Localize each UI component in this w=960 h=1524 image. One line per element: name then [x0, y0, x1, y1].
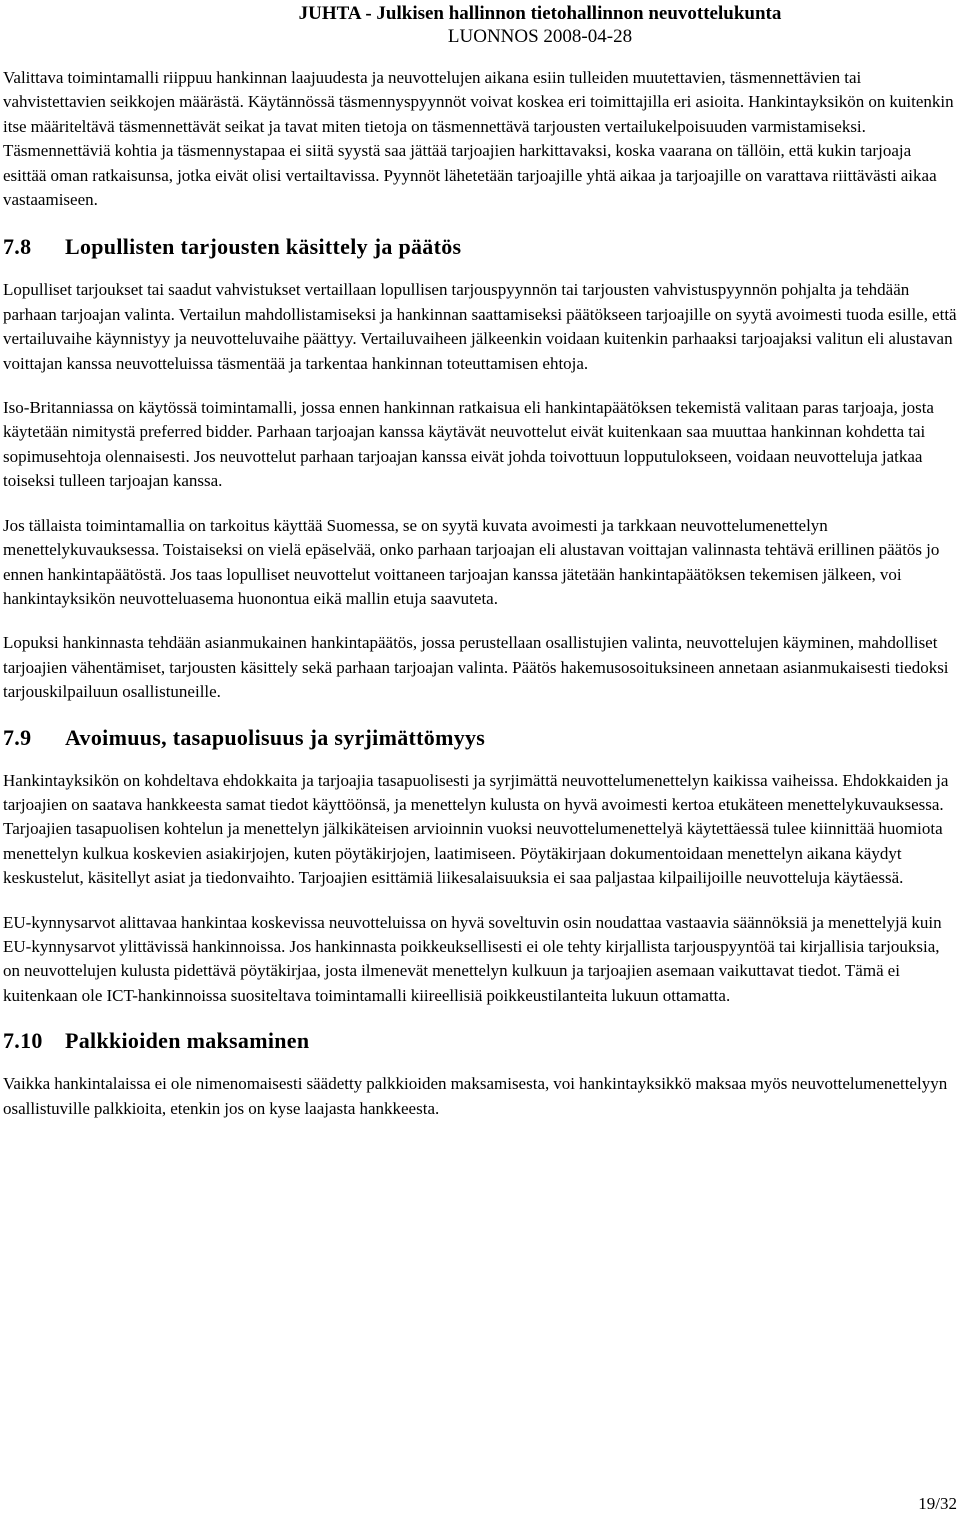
- paragraph: Jos tällaista toimintamallia on tarkoitus käyttää Suomessa, se on syytä kuvata avoimesti ja tarkkaan neuvottelumenettelyn menettelykuvauksessa. Toistaiseksi on vielä epäselvää, onko parhaan tarjoajan eli alustavan voittajan valinnasta tehtävä erillinen päätös jo ennen hankintapäätöstä. Jos taas lopulliset neuvottelut voittaneen tarjoajan kanssa jätetään hankintapäätöksen tekemisen jälkeen, voi hankintayksikön neuvotteluasema huonontua eikä mallin etuja saavuteta.: [3, 515, 940, 608]
- section-title: Avoimuus, tasapuolisuus ja syrjimättömyys: [65, 724, 486, 750]
- section-number: 7.9: [3, 724, 32, 750]
- paragraph-intro: Valittava toimintamalli riippuu hankinnan laajuudesta ja neuvottelujen aikana esiin tulleiden muutettavien, täsmennettävien tai vahvistettavien seikkojen määrästä. Käytännössä täsmennyspyynnöt voivat koskea eri toimittajilla eri asioita. Hankintayksikön on kuitenkin itse määriteltävä täsmennettävät seikat ja tavat miten tietoja on täsmennettävä tarjousten vertailukelpoisuuden varmistamiseksi. Täsmennettäviä kohtia ja täsmennystapaa ei siitä syystä saa jättää tarjoajien harkittavaksi, koska vaarana on tällöin, että kukin tarjoaja esittää oman ratkaisunsa, jotka eivät olisi vertailtavissa. Pyynnöt lähetetään tarjoajille yhtä aikaa ja tarjoajille on varattava riittävästi aikaa vastaamiseen.: [3, 68, 954, 210]
- section-number: 7.10: [3, 1028, 43, 1054]
- header-title: JUHTA - Julkisen hallinnon tietohallinnon neuvottelukunta: [298, 3, 782, 24]
- section-title: Lopullisten tarjousten käsittely ja päätös: [65, 234, 462, 260]
- section-heading-7-10: [3, 1028, 958, 1054]
- header-draft-date: LUONNOS 2008-04-28: [447, 26, 633, 47]
- section-heading-7-9: [3, 725, 958, 751]
- paragraph: Lopulliset tarjoukset tai saadut vahvistukset vertaillaan lopullisen tarjouspyynnön tai tarjousten vahvistuspyynnön pohjalta ja tehdään parhaan tarjoajan valinta. Vertailun mahdollistamiseksi ja hankinnan saattamiseksi päätökseen tarjoajille on syytä avoimesti tuoda esille, että vertailuvaihe käynnistyy ja neuvotteluvaihe päättyy. Vertailuvaiheen jälkeenkin voidaan kuitenkin parhaaksi tarjoajaksi valitun eli alustavan voittajan kanssa neuvotteluissa täsmentää ja tarkentaa hankinnan toteuttamisen ehtoja.: [3, 280, 957, 373]
- page-number: 19/32: [918, 1494, 957, 1513]
- section-title: Palkkioiden maksaminen: [65, 1028, 310, 1054]
- section-number: 7.8: [3, 234, 32, 260]
- paragraph: Vaikka hankintalaissa ei ole nimenomaisesti säädetty palkkioiden maksamisesta, voi hankintayksikkö maksaa myös neuvottelumenettelyyn osallistuville palkkioita, etenkin jos on kyse laajasta hankkeesta.: [3, 1074, 948, 1118]
- page-header: [0, 2, 960, 48]
- document-body: [3, 66, 958, 1141]
- paragraph: Lopuksi hankinnasta tehdään asianmukainen hankintapäätös, jossa perustellaan osallistujien valinta, neuvottelujen käyminen, mahdolliset tarjoajien vähentämiset, tarjousten käsittely sekä parhaan tarjoajan valinta. Päätös hakemusosoituksineen annetaan asianmukaisesti tiedoksi tarjouskilpailuun osallistuneille.: [3, 633, 949, 702]
- paragraph: EU-kynnysarvot alittavaa hankintaa koskevissa neuvotteluissa on hyvä soveltuvin osin noudattaa vastaavia säännöksiä ja menettelyjä kuin EU-kynnysarvot ylittävissä hankinnoissa. Jos hankinnasta poikkeuksellisesti ei ole tehty kirjallista tarjouspyyntöä tai kirjallisia tarjouksia, on neuvottelujen kulusta pidettävä pöytäkirjaa, josta ilmenevät menettelyn kulkuun ja tarjoajien asemaan vaikuttavat tiedot. Tämä ei kuitenkaan ole ICT-hankinnoissa suositeltava toimintamalli kiireellisiä poikkeustilanteita lukuun ottamatta.: [3, 912, 942, 1005]
- section-heading-7-8: [3, 234, 958, 260]
- paragraph: Iso-Britanniassa on käytössä toimintamalli, jossa ennen hankinnan ratkaisua eli hankintapäätöksen tekemistä valitaan paras tarjoaja, josta käytetään nimitystä preferred bidder. Parhaan tarjoajan kanssa käytävät neuvottelut eivät kuitenkaan saa muuttaa hankinnan kohdetta tai sopimusehtoja olennaisesti. Jos neuvottelut parhaan tarjoajan kanssa eivät johda toivottuun lopputulokseen, voidaan neuvotteluja jatkaa toiseksi tulleen tarjoajan kanssa.: [3, 398, 934, 491]
- paragraph: Hankintayksikön on kohdeltava ehdokkaita ja tarjoajia tasapuolisesti ja syrjimättä neuvottelumenettelyn kaikissa vaiheissa. Ehdokkaiden ja tarjoajien on saatava hankkeesta samat tiedot käyttöönsä, ja menettelyn kulusta on hyvä avoimesti kertoa etukäteen menettelykuvauksessa. Tarjoajien tasapuolisen kohtelun ja menettelyn jälkikäteisen arvioinnin vuoksi neuvottelumenettelyä käytettäessä tulee kiinnittää huomiota menettelyn kulkua koskevien asiakirjojen, kuten pöytäkirjojen, laatimiseen. Pöytäkirjaan dokumentoidaan menettelyn aikana käydyt keskustelut, käsitellyt asiat ja tiedonvaihto. Tarjoajien esittämiä liikesalaisuuksia ei saa paljastaa kilpailijoille neuvotteluja käytäessä.: [3, 770, 949, 888]
